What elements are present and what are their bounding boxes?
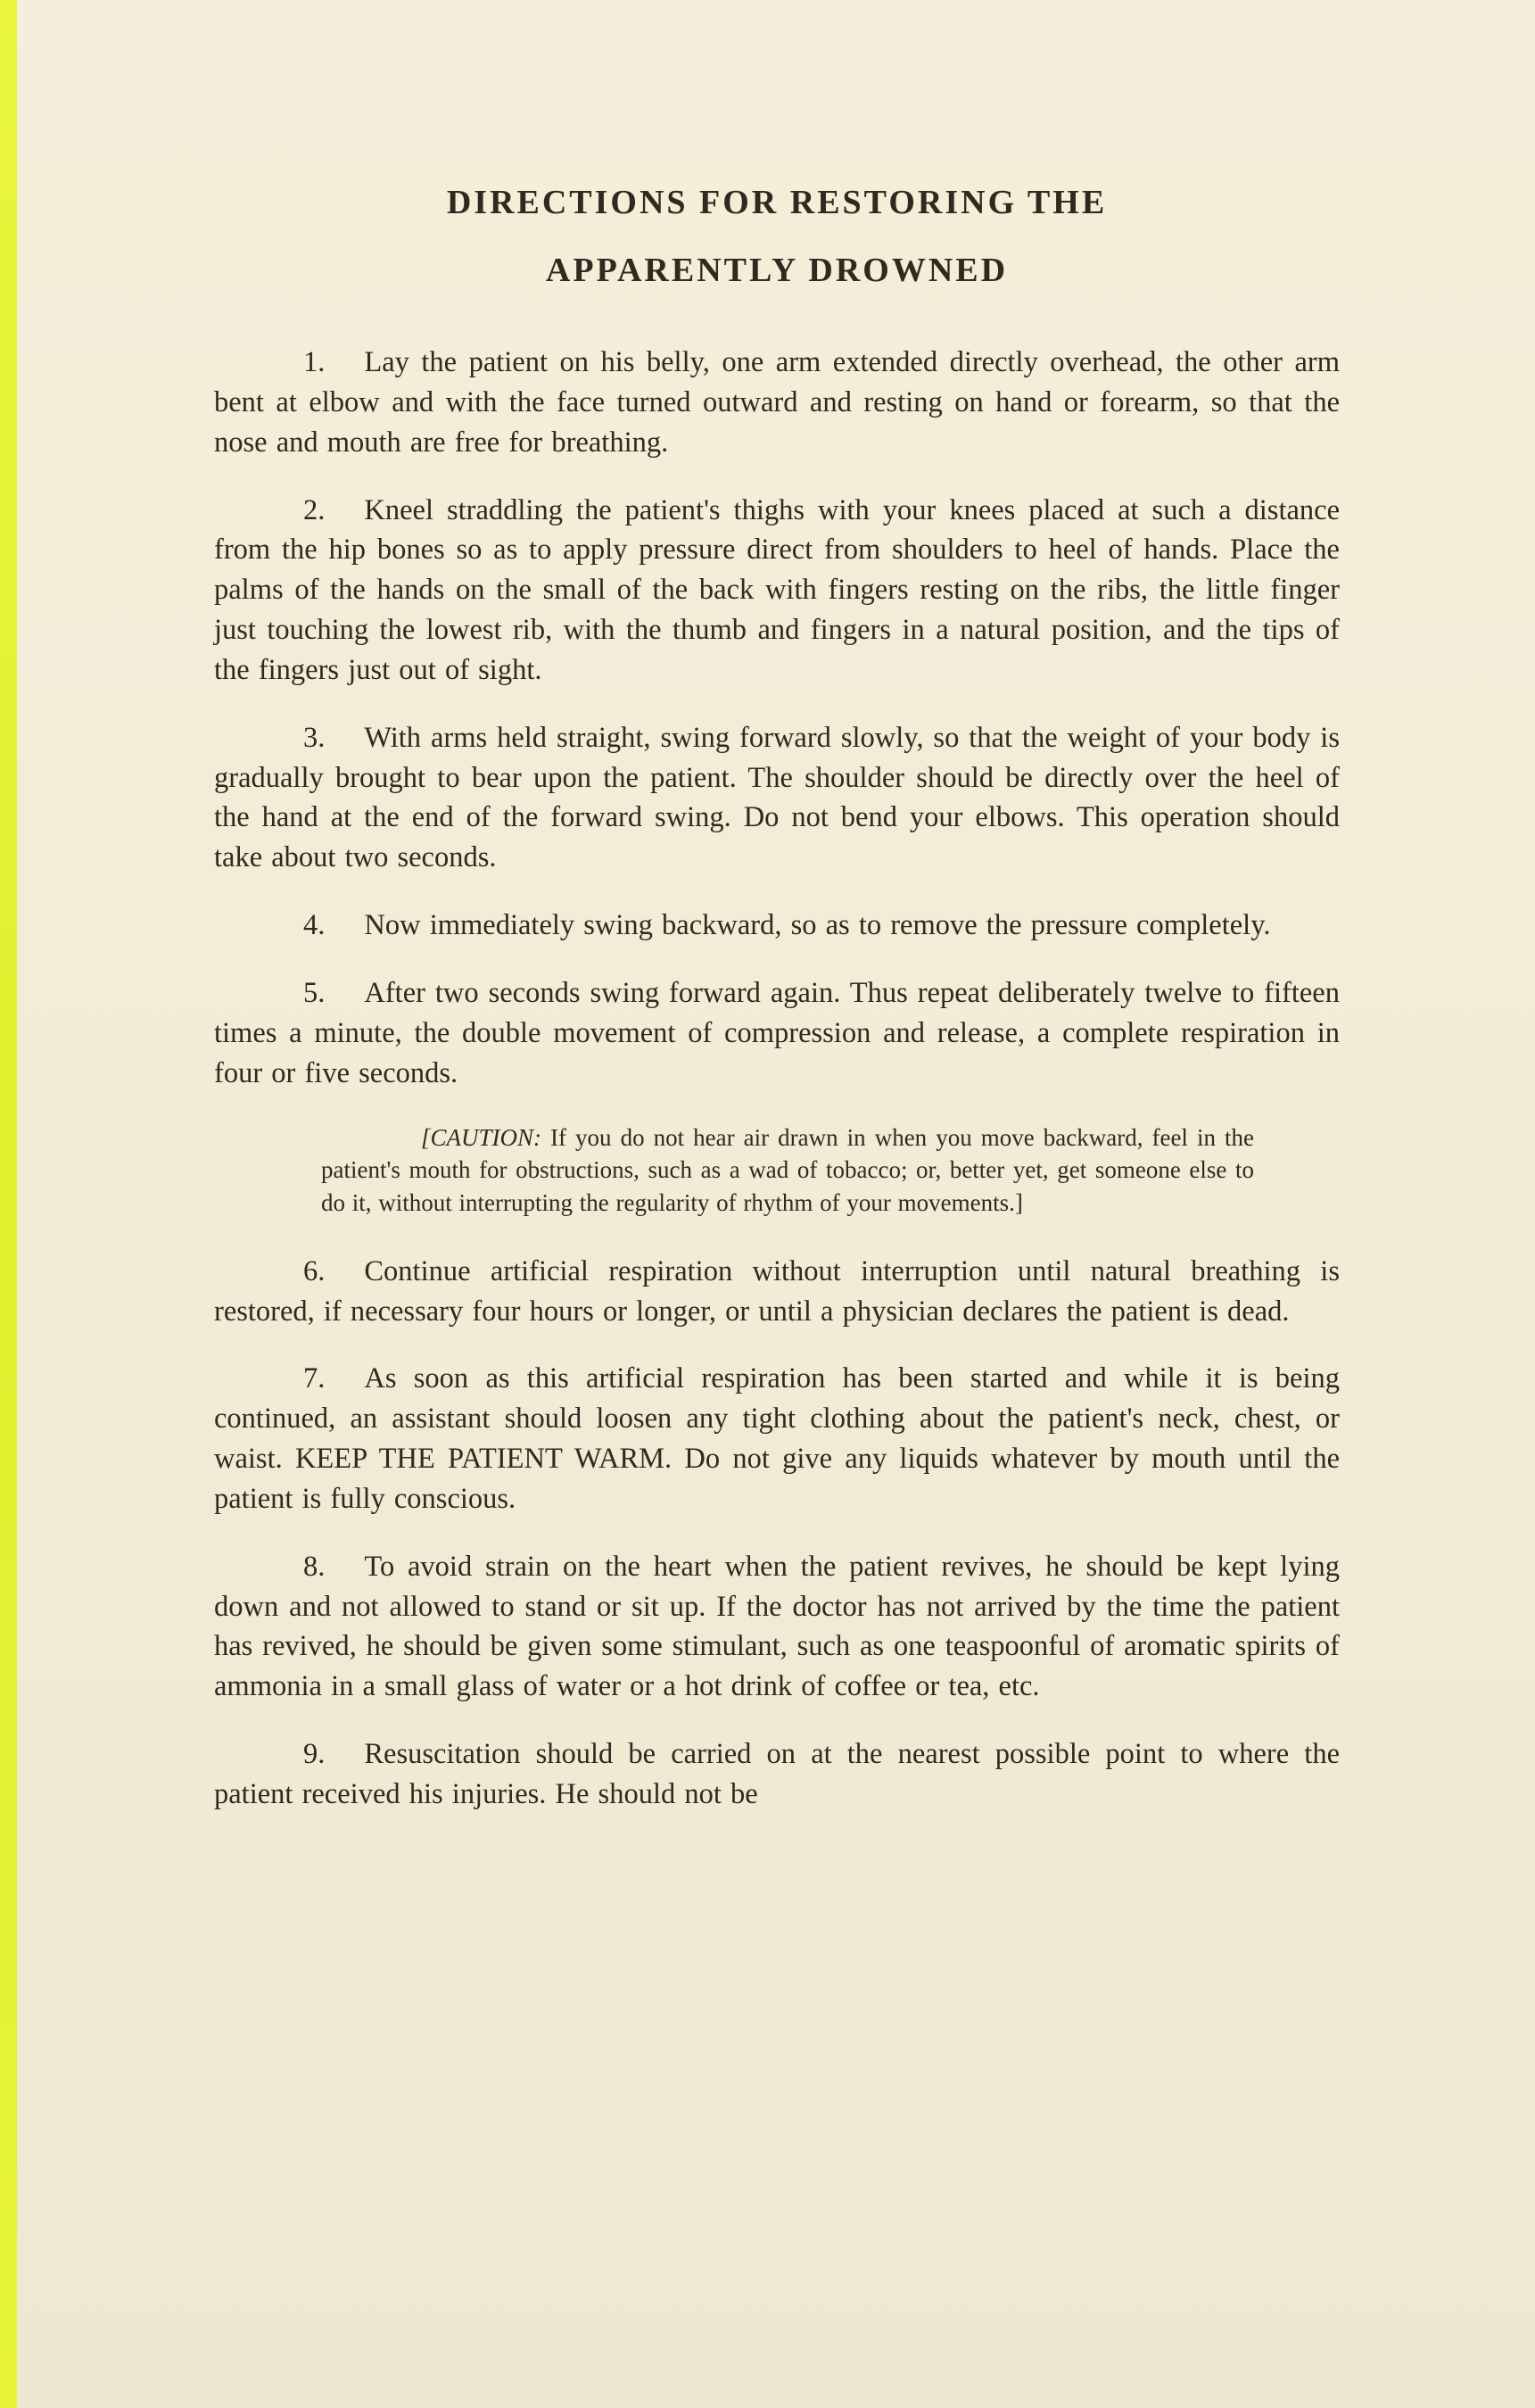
paragraph-2-number: 2.: [303, 493, 326, 526]
paragraph-1-text: Lay the patient on his belly, one arm extended directly overhead, the other arm bent at elbow and with the face turned outward and resting on hand or forearm, so that the nose and mouth are free for breathing.: [214, 346, 1340, 459]
caution-text: If you do not hear air drawn in when you move backward, feel in the patient's mouth for obstructions, such as a wad of tobacco; or, better yet, get someone else to do it, without interrupting the regularity of rhythm of your movements.]: [321, 1123, 1254, 1216]
page-content: [214, 186, 1340, 1842]
paragraph-2-text: Kneel straddling the patient's thighs with your knees placed at such a distance from the hip bones so as to apply pressure direct from shoulders to heel of hands. Place the palms of the hands on the small of the back with fingers resting on the ribs, the little finger just touching the lowest rib, with the thumb and fingers in a natural position, and the tips of the fingers just out of sight.: [214, 493, 1340, 686]
paragraph-4-number: 4.: [303, 909, 326, 942]
paragraph-1: [214, 343, 1340, 463]
paragraph-5: [214, 973, 1340, 1094]
document-title-line-1: DIRECTIONS FOR RESTORING THE: [446, 184, 1108, 221]
paragraph-9-number: 9.: [303, 1738, 326, 1771]
paragraph-7: [214, 1359, 1340, 1518]
paragraph-8-text: To avoid strain on the heart when the patient revives, he should be kept lying down and not allowed to stand or sit up. If the doctor has not arrived by the time the patient has revived, he should be given some stimulant, such as one teaspoonful of aromatic spirits of ammonia in a small glass of water or a hot drink of coffee or tea, etc.: [214, 1550, 1340, 1703]
paragraph-6: [214, 1252, 1340, 1332]
paragraph-6-number: 6.: [303, 1254, 326, 1287]
paragraph-7-text: As soon as this artificial respiration has been started and while it is being continued, an assistant should loosen any tight clothing about the patient's neck, chest, or waist. KEEP THE PATIENT WARM. Do not give any liquids whatever by mouth until the patient is fully conscious.: [214, 1362, 1340, 1515]
paragraph-8: [214, 1547, 1340, 1707]
paragraph-3: [214, 718, 1340, 878]
document-title-line-2: APPARENTLY DROWNED: [545, 252, 1009, 289]
paragraph-1-number: 1.: [303, 346, 326, 378]
paragraph-3-text: With arms held straight, swing forward slowly, so that the weight of your body is gradually brought to bear upon the patient. The shoulder should be directly over the heel of the hand at the end of the forward swing. Do not bend your elbows. This operation should take about two seconds.: [214, 721, 1340, 874]
paragraph-5-number: 5.: [303, 976, 326, 1009]
paragraph-9: [214, 1734, 1340, 1815]
paragraph-3-number: 3.: [303, 721, 326, 754]
paragraph-7-number: 7.: [303, 1362, 326, 1395]
caution-note: [321, 1121, 1254, 1220]
paragraph-6-text: Continue artificial respiration without interruption until natural breathing is restored, if necessary four hours or longer, or until a physician declares the patient is dead.: [214, 1254, 1340, 1328]
paragraph-4-text: Now immediately swing backward, so as to remove the pressure completely.: [364, 909, 1271, 942]
paragraph-2: [214, 491, 1340, 691]
paragraph-4: [214, 906, 1340, 946]
page-edge-strip: [0, 0, 17, 2408]
paragraph-8-number: 8.: [303, 1550, 326, 1583]
paragraph-5-text: After two seconds swing forward again. Thus repeat deliberately twelve to fifteen times a minute, the double movement of compression and release, a complete respiration in four or five seconds.: [214, 976, 1340, 1089]
paragraph-9-text: Resuscitation should be carried on at the nearest possible point to where the patient received his injuries. He should not be: [214, 1738, 1340, 1810]
caution-label: [CAUTION:: [421, 1123, 542, 1151]
